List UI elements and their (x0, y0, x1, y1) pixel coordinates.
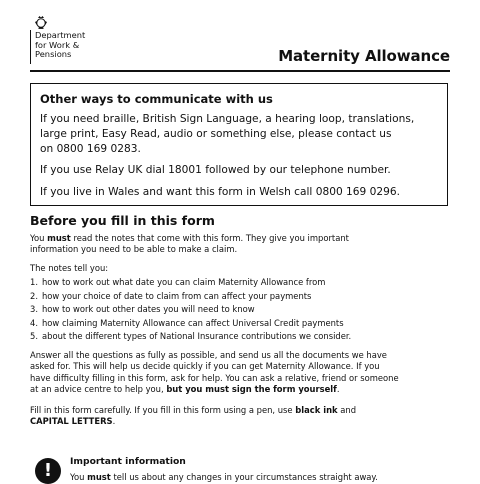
intro-paragraph: You must read the notes that come with this form. They give you important information you need to be able to make a claim. (30, 233, 349, 255)
text-line: large print, Easy Read, audio or something else, please contact us (40, 128, 392, 140)
list-item: 5. about the different types of National Insurance contributions we consider. (30, 331, 352, 342)
notes-intro: The notes tell you: (30, 263, 109, 273)
phone-line: on 0800 169 0283. (40, 143, 141, 155)
communication-heading: Other ways to communicate with us (40, 92, 273, 106)
welsh-paragraph: If you live in Wales and want this form in Welsh call 0800 169 0296. (40, 186, 400, 198)
org-line: Pensions (35, 49, 72, 60)
org-line: for Work & (35, 39, 80, 50)
department-name (35, 31, 115, 60)
notes-list (30, 276, 351, 344)
relay-paragraph: If you use Relay UK dial 18001 followed by our telephone number. (40, 164, 391, 176)
important-text: You must tell us about any changes in your circumstances straight away. (70, 472, 378, 482)
list-item: 1. how to work out what date you can claim Maternity Allowance from (30, 277, 326, 287)
communication-box (30, 83, 448, 206)
answer-paragraph: Answer all the questions as fully as possible, and send us all the documents we have asked for. This will help us decide quickly if you can get Maternity Allowance. If you have difficulty filling in this form, ask for help. You can ask a relative, friend or someone at an advice centre to help you, but you must sign the form yourself. (30, 350, 399, 394)
important-heading: Important information (70, 456, 186, 467)
text-line: If you need braille, British Sign Language, a hearing loop, translations, (40, 113, 415, 125)
exclamation-icon: ! (35, 458, 61, 484)
accessibility-paragraph (40, 112, 440, 157)
section-heading: Before you fill in this form (30, 213, 215, 228)
royal-crest-icon (33, 14, 49, 30)
title-divider (30, 70, 450, 72)
list-item: 4. how claiming Maternity Allowance can affect Universal Credit payments (30, 317, 344, 328)
header-rule (30, 30, 31, 64)
org-line: Department (35, 30, 86, 40)
list-item: 3. how to work out other dates you will need to know (30, 304, 255, 315)
page-title: Maternity Allowance (278, 47, 450, 65)
list-item: 2. how your choice of date to claim from can affect your payments (30, 290, 312, 301)
fill-paragraph: Fill in this form carefully. If you fill in this form using a pen, use black ink and CAPITAL LETTERS. (30, 405, 357, 427)
